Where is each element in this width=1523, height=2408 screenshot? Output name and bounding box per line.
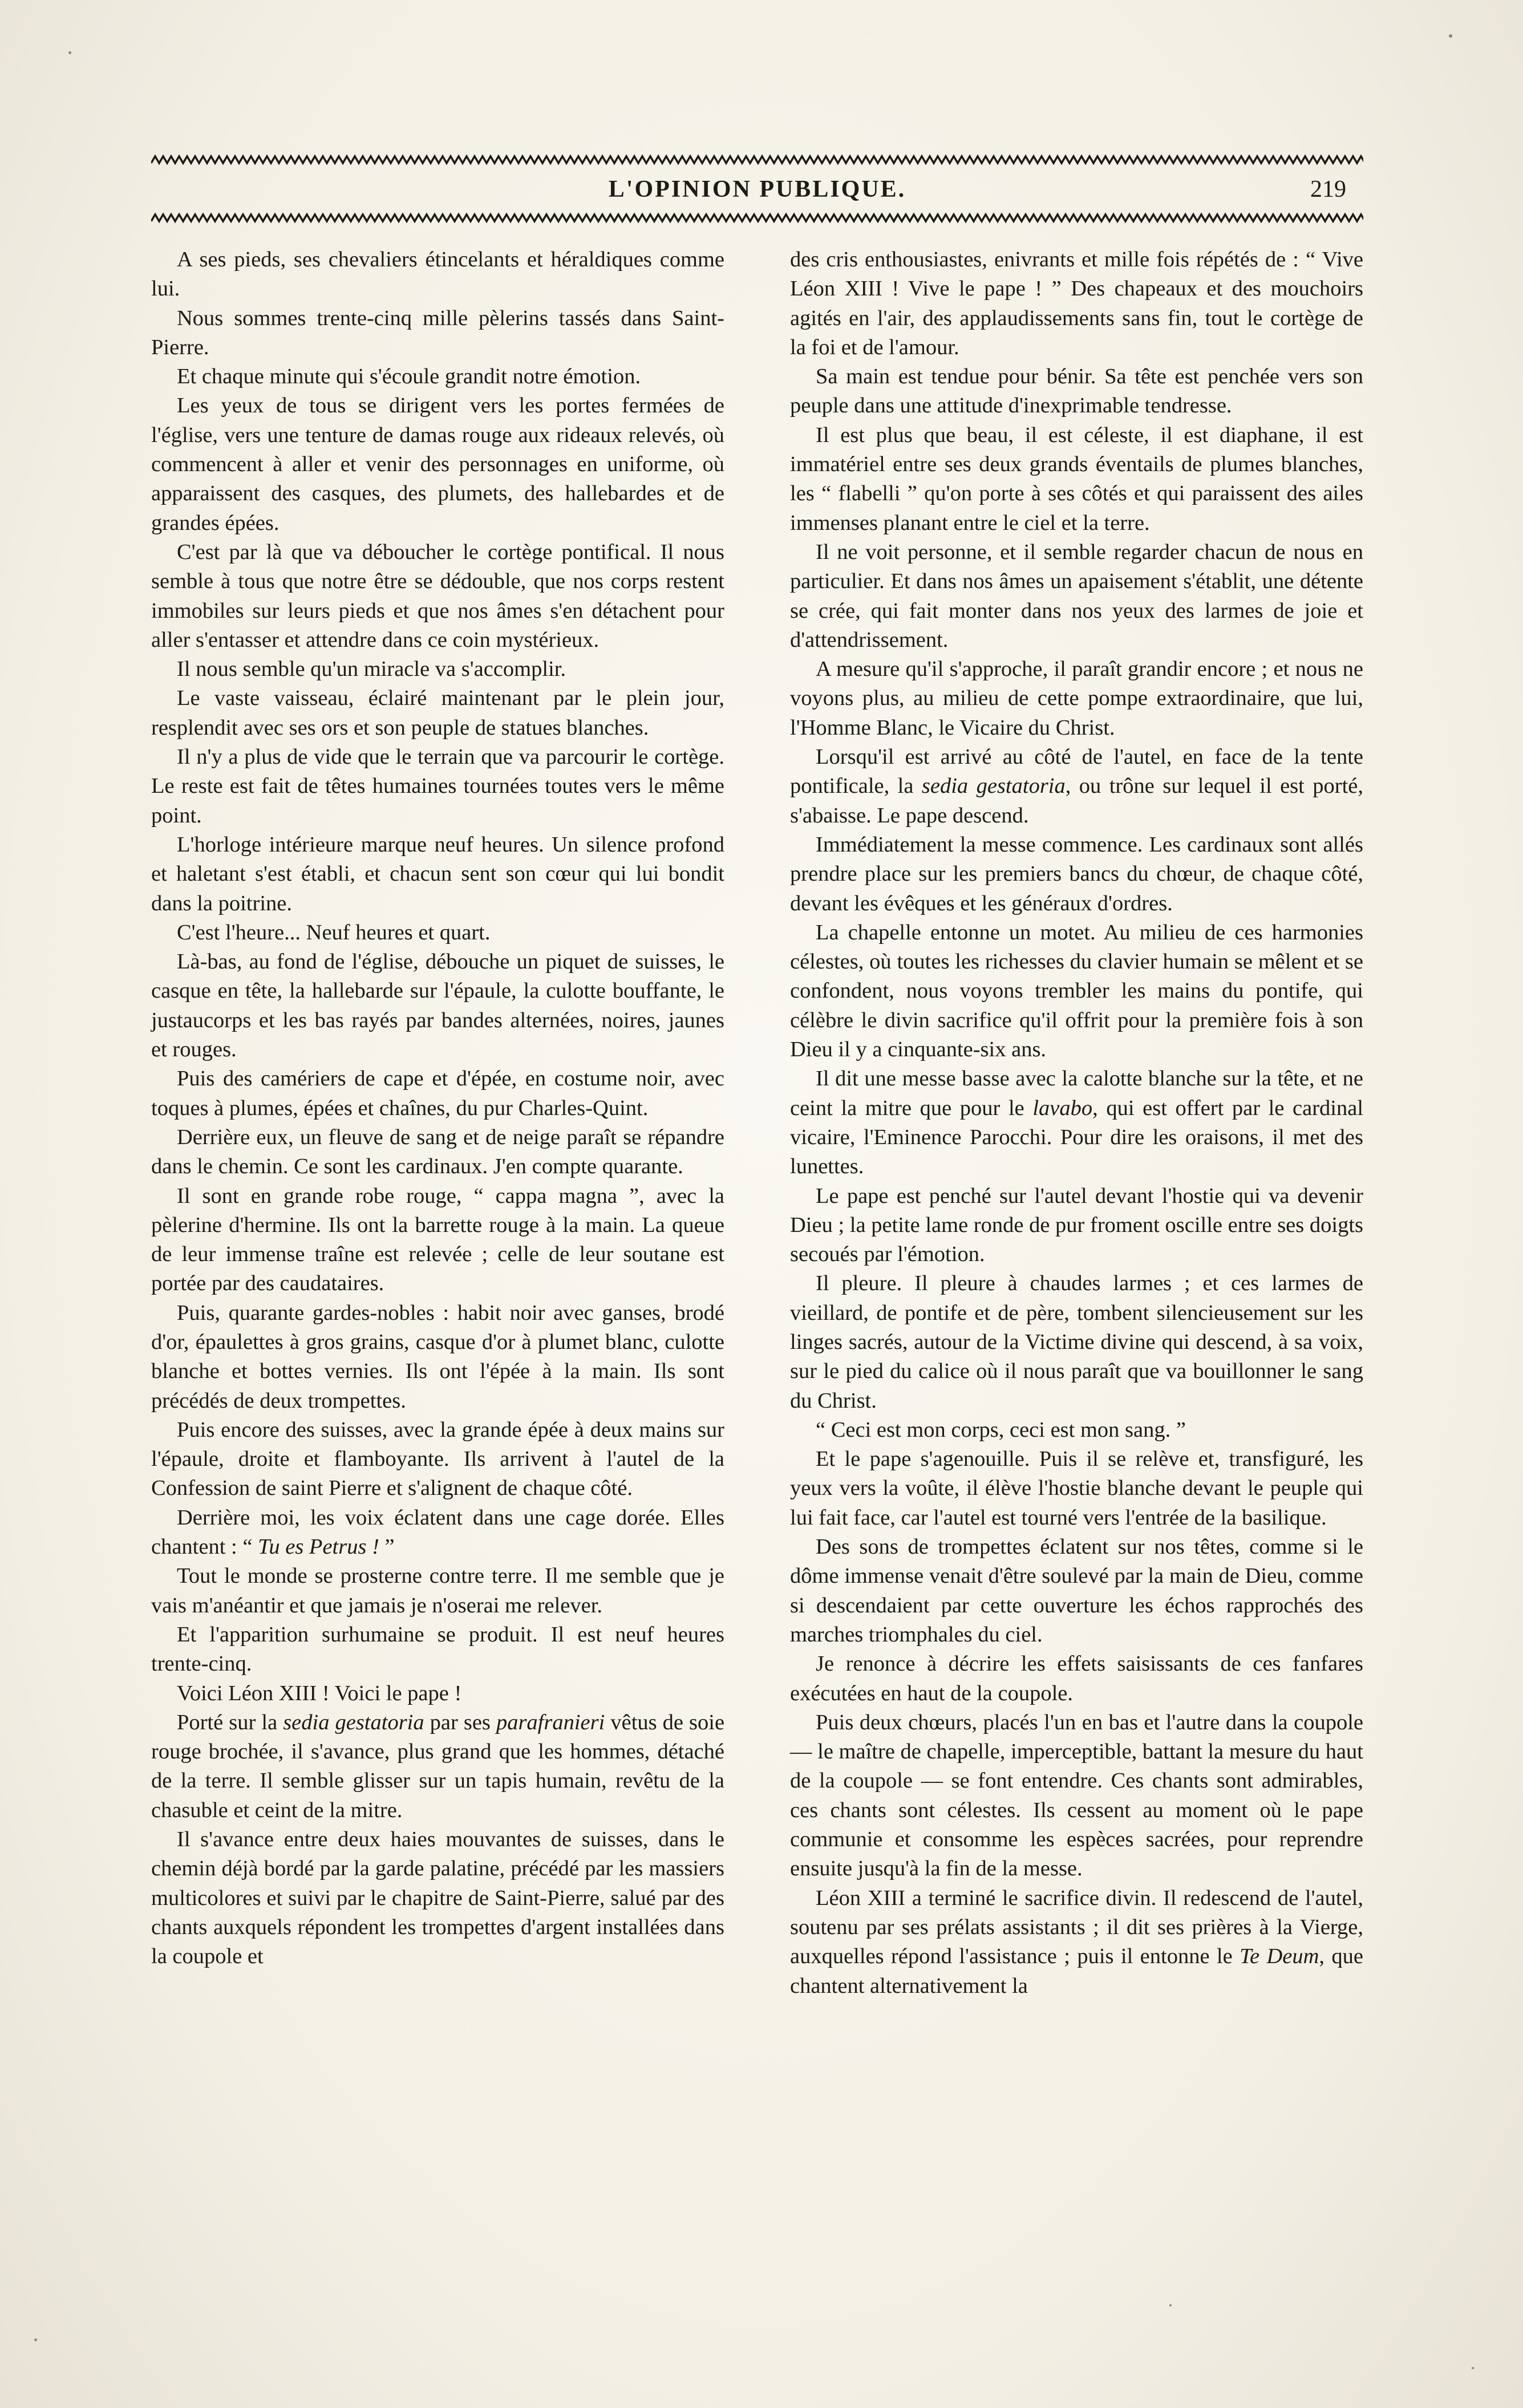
paragraph: Des sons de trompettes éclatent sur nos têtes, comme si le dôme immense venait d'être soulevé par la main de Dieu, comme si descendaient par cette ouverture les échos rapprochés des marches triomphales du ciel. xyxy=(790,1535,1363,1647)
newspaper-page xyxy=(151,143,1363,2264)
paragraph: Tout le monde se prosterne contre terre. Il me semble que je vais m'anéantir et que jamais je n'oserai me relever. xyxy=(151,1564,724,1618)
text-run: Il dit une messe basse avec la calotte blanche sur la tête, et ne ceint la mitre que pour le xyxy=(790,1067,1363,1120)
scan-speck xyxy=(34,2338,37,2341)
right-column xyxy=(790,245,1363,2001)
text-run: , qui est offert par le cardinal vicaire, l'Eminence Parocchi. Pour dire les oraisons, il met des lunettes. xyxy=(790,1096,1364,1179)
left-column xyxy=(151,245,724,1972)
paragraph: “ Ceci est mon corps, ceci est mon sang. ” xyxy=(816,1417,1186,1442)
paragraph: L'horloge intérieure marque neuf heures. Un silence profond et haletant s'est établi, et chacun sent son cœur qui lui bondit dans la poitrine. xyxy=(151,832,724,915)
paragraph: Puis encore des suisses, avec la grande épée à deux mains sur l'épaule, droite et flamboyante. Ils arrivent à l'autel de la Confession de saint Pierre et s'alignent de chaque côté. xyxy=(151,1417,724,1501)
scan-speck xyxy=(68,51,71,54)
paragraph: Puis, quarante gardes-nobles : habit noir avec ganses, brodé d'or, épaulettes à gros grains, casque d'or à plumet blanc, culotte blanche et bottes vernies. Ils ont l'épée à la main. Ils sont précédés de deux trompettes. xyxy=(151,1300,724,1413)
scan-speck xyxy=(1472,2367,1474,2369)
paragraph xyxy=(790,1884,1363,2001)
paragraph: La chapelle entonne un motet. Au milieu de ces harmonies célestes, où toutes les richesses du clavier humain se mêlent et se confondent, nous voyons trembler les mains du pontife, qui célèbre le divin sacrifice qu'il offrit pour la première fois à son Dieu il y a cinquante-six ans. xyxy=(790,920,1363,1062)
paragraph: Nous sommes trente-cinq mille pèlerins tassés dans Saint-Pierre. xyxy=(151,306,724,359)
paragraph: Puis deux chœurs, placés l'un en bas et l'autre dans la coupole — le maître de chapelle, imperceptible, battant la mesure du haut de la coupole — se font entendre. Ces chants sont admirables, ces chants sont célestes. Ils cessent au moment où le pape communie et consomme les espèces sacrées, pour reprendre ensuite jusqu'à la fin de la messe. xyxy=(790,1710,1363,1881)
scan-speck xyxy=(1449,34,1452,38)
text-run: Léon XIII a terminé le sacrifice divin. Il redescend de l'autel, soutenu par ses prélats assistants ; il dit ses prières à la Vierge, auxquelles répond l'assistance ; puis il entonne le xyxy=(790,1886,1363,1969)
paragraph: A mesure qu'il s'approche, il paraît grandir encore ; et nous ne voyons plus, au milieu de cette pompe extraordinaire, que lui, l'Homme Blanc, le Vicaire du Christ. xyxy=(790,657,1363,740)
paragraph: Il est plus que beau, il est céleste, il est diaphane, il est immatériel entre ses deux grands éventails de plumes blanches, les “ flabelli ” qu'on porte à ses côtés et qui paraissent des ailes immenses planant entre le ciel et la terre. xyxy=(790,423,1363,535)
paragraph: Il sont en grande robe rouge, “ cappa magna ”, avec la pèlerine d'hermine. Ils ont la barrette rouge à la main. La queue de leur immense traîne est relevée ; celle de leur soutane est portée par des caudataires. xyxy=(151,1183,724,1296)
italic-term: Te Deum xyxy=(1240,1944,1319,1969)
paragraph: Derrière moi, les voix éclatent dans une cage dorée. Elles chantent : “ Tu es Petrus ! ” xyxy=(151,1505,724,1559)
page-number: 219 xyxy=(1310,176,1346,202)
paragraph: des cris enthousiastes, enivrants et mille fois répétés de : “ Vive Léon XIII ! Vive le pape ! ” Des chapeaux et des mouchoirs agités en l'air, des applaudissements sans fin, tout le cortège de la foi et de l'amour. xyxy=(790,248,1363,359)
text-run: Derrière moi, les voix éclatent dans une cage dorée. Elles chantent : xyxy=(151,1505,724,1559)
paragraph: A ses pieds, ses chevaliers étincelants et héraldiques comme lui. xyxy=(151,248,724,301)
italic-term: lavabo xyxy=(1032,1096,1093,1120)
italic-term: sedia gestatoria xyxy=(283,1710,424,1734)
paragraph: Voici Léon XIII ! Voici le pape ! xyxy=(177,1681,462,1705)
paragraph: Puis des camériers de cape et d'épée, en costume noir, avec toques à plumes, épées et chaînes, du pur Charles-Quint. xyxy=(151,1067,724,1120)
publication-title: L'OPINION PUBLIQUE. xyxy=(608,176,906,202)
paragraph: Je renonce à décrire les effets saisissants de ces fanfares exécutées en haut de la coupole. xyxy=(790,1652,1363,1705)
paragraph: Sa main est tendue pour bénir. Sa tête est penchée vers son peuple dans une attitude d'inexprimable tendresse. xyxy=(790,364,1363,418)
top-ornamental-rule xyxy=(151,154,1363,167)
paragraph: Le pape est penché sur l'autel devant l'hostie qui va devenir Dieu ; la petite lame ronde de pur froment oscille entre ses doigts secoués par l'émotion. xyxy=(790,1183,1363,1267)
paragraph: Il s'avance entre deux haies mouvantes de suisses, dans le chemin déjà bordé par la garde palatine, précédé par les massiers multicolores et suivi par le chapitre de Saint-Pierre, salué par des chants auxquels répondent les trompettes d'argent installées dans la coupole et xyxy=(151,1827,724,1969)
paragraph: C'est l'heure... Neuf heures et quart. xyxy=(177,920,491,944)
paragraph: Et l'apparition surhumaine se produit. Il est neuf heures trente-cinq. xyxy=(151,1622,724,1676)
paragraph xyxy=(790,743,1363,830)
paragraph: Les yeux de tous se dirigent vers les portes fermées de l'église, vers une tenture de damas rouge aux rideaux relevés, où commencent à aller et venir des personnages en uniforme, où apparaissent des casques, des plumets, des hallebardes et de grandes épées. xyxy=(151,394,724,535)
text-run: , que chantent alternativement la xyxy=(790,1944,1363,1998)
italic-term: parafranieri xyxy=(496,1710,605,1734)
paragraph: Et chaque minute qui s'écoule grandit notre émotion. xyxy=(177,364,641,389)
text-run: Lorsqu'il est arrivé au côté de l'autel, en face de la tente pontificale, la xyxy=(790,745,1363,798)
text-run: , ou trône sur lequel il est porté, s'abaisse. Le pape descend. xyxy=(790,774,1364,828)
text-run: par ses xyxy=(430,1710,491,1734)
paragraph xyxy=(151,1708,724,1825)
paragraph: Il pleure. Il pleure à chaudes larmes ; et ces larmes de vieillard, de pontife et de père, tombent silencieusement sur les linges sacrés, autour de la Victime divine qui descend, à sa voix, sur le pied du calice où il nous paraît que va bouillonner le sang du Christ. xyxy=(790,1271,1363,1413)
paragraph: Il nous semble qu'un miracle va s'accomplir. xyxy=(177,657,566,682)
latin-chant: Tu es Petrus ! xyxy=(258,1535,379,1559)
bottom-ornamental-rule xyxy=(151,212,1363,225)
paragraph: Il n'y a plus de vide que le terrain que va parcourir le cortège. Le reste est fait de têtes humaines tournées toutes vers le même point. xyxy=(151,745,724,828)
text-run: vêtus de soie rouge brochée, il s'avance, plus grand que les hommes, détaché de la terre. Il semble glisser sur un tapis humain, revêtu de la chasuble et ceint de la mitre. xyxy=(151,1710,725,1822)
scan-speck xyxy=(1169,2304,1172,2306)
italic-term: sedia gestatoria xyxy=(921,774,1066,798)
text-run: Porté sur la xyxy=(177,1710,278,1734)
paragraph: Derrière eux, un fleuve de sang et de neige paraît se répandre dans le chemin. Ce sont les cardinaux. J'en compte quarante. xyxy=(151,1125,724,1179)
paragraph xyxy=(790,1064,1363,1181)
paragraph: Le vaste vaisseau, éclairé maintenant par le plein jour, resplendit avec ses ors et son peuple de statues blanches. xyxy=(151,686,724,740)
paragraph: C'est par là que va déboucher le cortège pontifical. Il nous semble à tous que notre être se dédouble, que nos corps restent immobiles sur leurs pieds et que nos âmes s'en détachent pour aller s'entasser et attendre dans ce coin mystérieux. xyxy=(151,540,724,652)
running-head xyxy=(151,176,1363,210)
paragraph: Et le pape s'agenouille. Puis il se relève et, transfiguré, les yeux vers la voûte, il élève l'hostie blanche devant le peuple qui lui fait face, car l'autel est tourné vers l'entrée de la basilique. xyxy=(790,1447,1363,1530)
paragraph: Immédiatement la messe commence. Les cardinaux sont allés prendre place sur les premiers bancs du chœur, de chaque côté, devant les évêques et les généraux d'ordres. xyxy=(790,832,1363,915)
paragraph: Là-bas, au fond de l'église, débouche un piquet de suisses, le casque en tête, la hallebarde sur l'épaule, la culotte bouffante, le justaucorps et les bas rayés par bandes alternées, noires, jaunes et rouges. xyxy=(151,950,724,1062)
paragraph: Il ne voit personne, et il semble regarder chacun de nous en particulier. Et dans nos âmes un apaisement s'établit, une détente se crée, qui fait monter dans nos yeux des larmes de joie et d'attendrissement. xyxy=(790,540,1363,652)
